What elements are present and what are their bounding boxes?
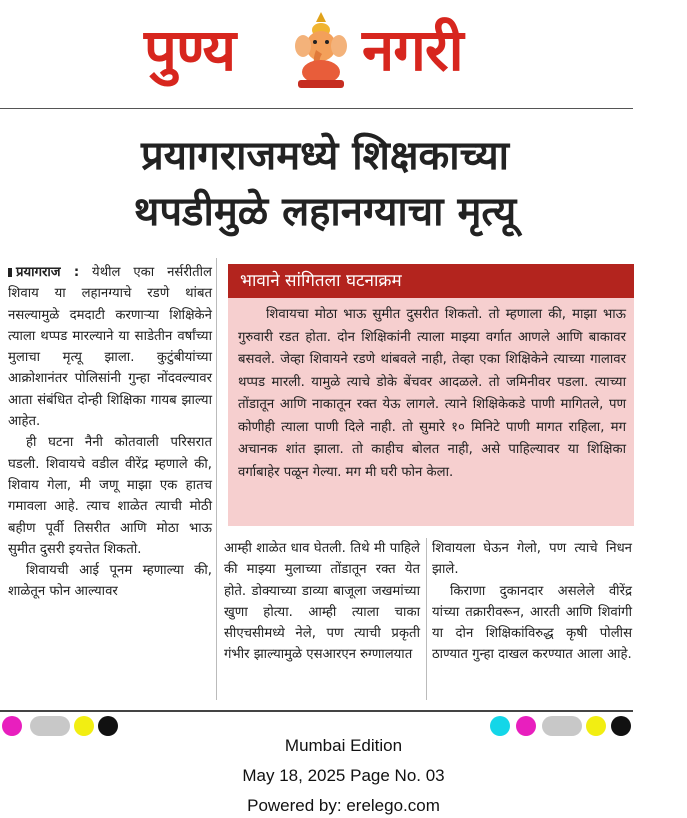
column-divider [216, 258, 217, 700]
masthead-right-text: नगरी [362, 16, 463, 84]
edition-label: Mumbai Edition [284, 736, 403, 755]
headline [90, 128, 560, 240]
headline-line-2: थपडीमुळे लहानग्याचा मृत्यू [133, 189, 517, 235]
dateline: प्रयागराज : [16, 265, 80, 280]
masthead-left-text: पुण्य [144, 16, 236, 84]
powered-by-label: Powered by: erelego.com [247, 796, 440, 815]
article-column-right [432, 538, 632, 666]
ganesha-icon [290, 8, 352, 92]
registration-mark-black [98, 716, 118, 736]
date-page-label: May 18, 2025 Page No. 03 [242, 766, 445, 785]
article-text: येथील एका नर्सरीतील शिवाय या लहानग्याचे रडणे थांबत नसल्यामुळे दमदाटी करणाऱ्या शिक्षिकेने त्याला थप्पड मारल्याने या साडेतीन वर्षांच्या मुलाचा मृत्यू झाला. कुटुंबीयांच्या आक्रोशानंतर पोलिसांनी गुन्हा नोंदवल्यावर आता संबंधित दोन्ही शिक्षिका गायब झाल्या आहेत. [8, 265, 212, 430]
article-column-left [8, 262, 212, 603]
article-column-middle [224, 538, 420, 666]
registration-mark-grey [542, 716, 582, 736]
sidebar-box-body: शिवायचा मोठा भाऊ सुमीत दुसरीत शिकतो. तो म्हणाला की, माझा भाऊ गुरुवारी रडत होता. दोन शिक्षिकांनी त्याला माझ्या वर्गात आणले आणि बाकावर बसवले. जेव्हा शिवायने रडणे थांबवले नाही, तेव्हा एका शिक्षिकेने त्याच्या गालावर थप्पड मारली. यामुळे त्याचे डोके बेंचवर आदळले. तो जमिनीवर पडला. त्याच्या तोंडातून आणि नाकातून रक्त येऊ लागले. त्याने शिक्षिकेकडे पाणी मागितले, पण कोणीही त्याला पाणी दिले नाही. तो सुमारे १० मिनिटे पाणी मागत राहिला, मग अचानक शांत झाला. तो काहीच बोलत नाही, असे पाहिल्यावर या शिक्षिका वर्गाबाहेर पळून गेल्या. मग मी घरी फोन केला. [238, 307, 626, 480]
sidebar-box-title-text: भावाने सांगितला घटनाक्रम [240, 271, 402, 291]
article-paragraph: शिवायला घेऊन गेलो, पण त्याचे निधन झाले. [432, 541, 632, 578]
bottom-divider [0, 710, 633, 712]
masthead-logo [140, 6, 540, 98]
article-paragraph: किराणा दुकानदार असलेले वीरेंद्र यांच्या तक्रारीवरून, आरती आणि शिवांगी या दोन शिक्षिकांविरुद्ध कृषी पोलीस ठाण्यात गुन्हा दाखल करण्यात आला आहे. [432, 583, 632, 663]
registration-mark-grey [30, 716, 70, 736]
registration-mark-magenta [516, 716, 536, 736]
registration-mark-yellow [74, 716, 94, 736]
top-divider [0, 108, 633, 109]
headline-line-1: प्रयागराजमध्ये शिक्षकाच्या [140, 133, 510, 179]
article-paragraph [8, 262, 212, 432]
sidebar-box [228, 264, 634, 526]
registration-mark-cyan [490, 716, 510, 736]
column-divider [426, 538, 427, 700]
article-paragraph: ही घटना नैनी कोतवाली परिसरात घडली. शिवायचे वडील वीरेंद्र म्हणाले की, शिवाय गेला, मी जणू माझा एक हातच गमावला आहे. त्याच शाळेत त्याची मोठी बहीण पूर्वी तिसरीत आणि मोठा भाऊ सुमीत दुसरी इयत्तेत शिकतो. [8, 435, 212, 557]
registration-mark-black [611, 716, 631, 736]
sidebar-box-title [228, 264, 634, 298]
article-paragraph: आम्ही शाळेत धाव घेतली. तिथे मी पाहिले की माझ्या मुलाच्या तोंडातून रक्त येत होते. डोक्याच्या डाव्या बाजूला जखमांच्या खुणा होत्या. आम्ही त्याला चाका सीएचसीमध्ये नेले, पण त्याची प्रकृती गंभीर झाल्यामुळे एसआरएन रुग्णालयात [224, 541, 420, 663]
registration-mark-yellow [586, 716, 606, 736]
bullet-square-icon [8, 268, 12, 277]
registration-mark-magenta [2, 716, 22, 736]
article-paragraph: शिवायची आई पूनम म्हणाल्या की, शाळेतून फोन आल्यावर [8, 563, 212, 600]
